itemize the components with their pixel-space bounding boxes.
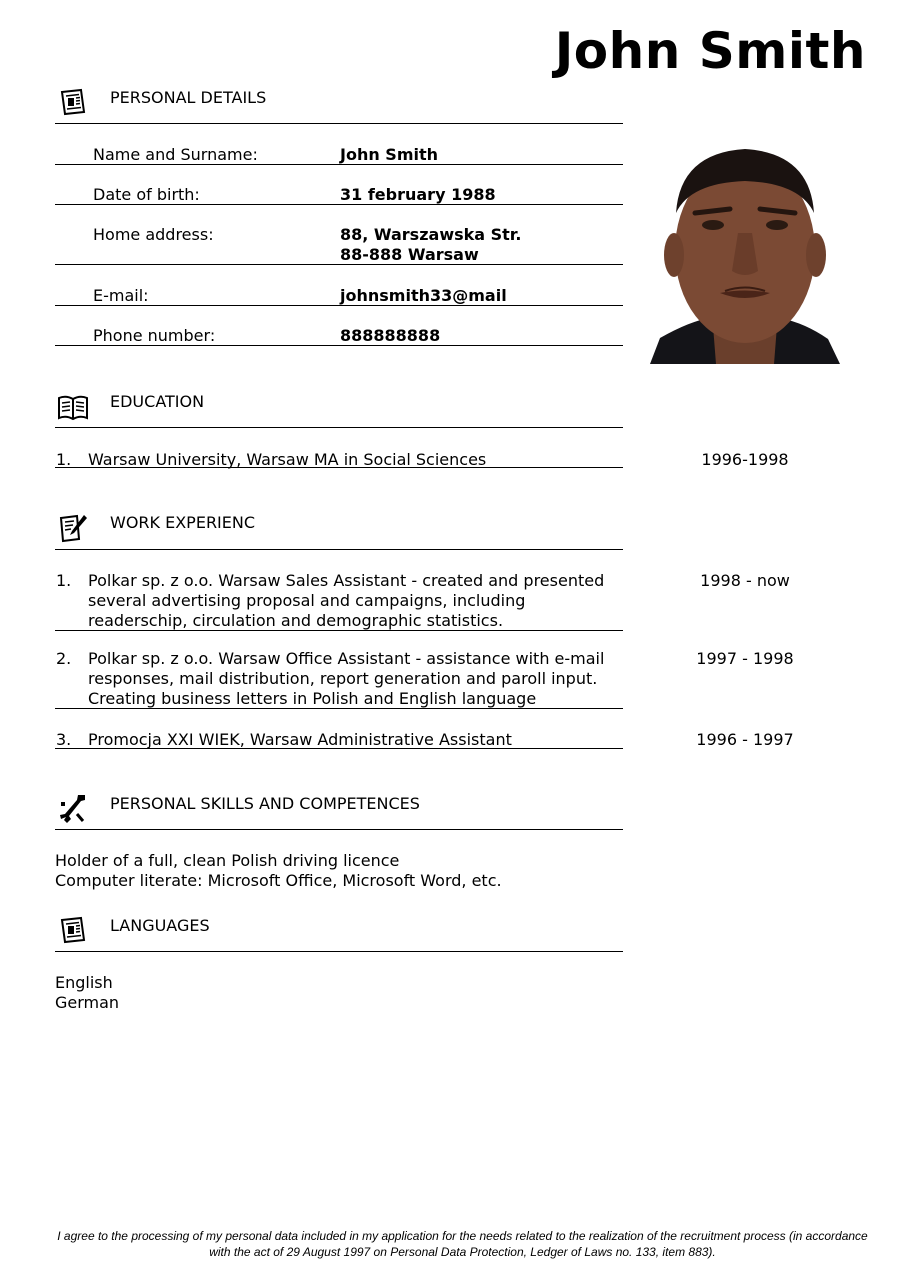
item-number: 3.: [56, 730, 72, 749]
detail-row-email: [55, 286, 623, 306]
skill-line: Computer literate: Microsoft Office, Microsoft Word, etc.: [55, 871, 502, 890]
skills-text: [55, 851, 502, 891]
detail-label: Home address:: [93, 225, 214, 244]
id-card-icon: [57, 914, 89, 946]
candidate-photo: [650, 143, 840, 364]
detail-value: 888888888: [340, 326, 441, 345]
address-line-2: 88-888 Warsaw: [340, 245, 479, 264]
address-line-1: 88, Warszawska Str.: [340, 225, 522, 244]
item-text: Polkar sp. z o.o. Warsaw Office Assistant - assistance with e-mail responses, mail distribution, report generation and paroll input. Creating business letters in Polish and English language: [88, 649, 605, 708]
id-card-icon: [57, 86, 89, 118]
detail-value: johnsmith33@mail: [340, 286, 507, 305]
tools-icon: [57, 792, 89, 824]
detail-label: Date of birth:: [93, 185, 200, 204]
section-title: PERSONAL DETAILS: [110, 88, 267, 107]
item-period: 1996 - 1997: [696, 730, 794, 749]
section-title: LANGUAGES: [110, 916, 210, 935]
section-title: WORK EXPERIENC: [110, 513, 256, 532]
item-number: 1.: [56, 571, 72, 590]
detail-row-birth: [55, 185, 623, 205]
consent-clause: I agree to the processing of my personal data included in my application for the needs related to the realization of the recruitment process (in accordance with the act of 29 August 1997 on Personal Data Protection, Ledger of Laws no. 133, item 883).: [57, 1229, 868, 1259]
item-text: Polkar sp. z o.o. Warsaw Sales Assistant - created and presented several advertising proposal and campaigns, including readerschip, circulation and demographic statistics.: [88, 571, 605, 630]
item-text: Promocja XXI WIEK, Warsaw Administrative Assistant: [88, 730, 512, 749]
item-period: 1998 - now: [700, 571, 790, 590]
section-title: EDUCATION: [110, 392, 205, 411]
skill-line: Holder of a full, clean Polish driving licence: [55, 851, 400, 870]
section-rule: [55, 549, 623, 550]
detail-row-name: [55, 145, 623, 165]
item-period: 1996-1998: [701, 450, 789, 469]
work-item: [55, 730, 623, 749]
detail-value: [340, 225, 521, 265]
item-number: 2.: [56, 649, 72, 668]
section-rule: [55, 829, 623, 830]
detail-row-address: [55, 225, 623, 265]
detail-row-phone: [55, 326, 623, 346]
work-item: [55, 571, 623, 631]
item-text: Warsaw University, Warsaw MA in Social Sciences: [88, 450, 487, 469]
work-item: [55, 649, 623, 709]
language-item: German: [55, 993, 120, 1012]
section-rule: [55, 951, 623, 952]
open-book-icon: [57, 390, 89, 422]
education-item: [55, 450, 623, 468]
detail-value: 31 february 1988: [340, 185, 496, 204]
section-rule: [55, 123, 623, 124]
section-title: PERSONAL SKILLS AND COMPETENCES: [110, 794, 420, 813]
detail-value: John Smith: [340, 145, 439, 164]
detail-label: Phone number:: [93, 326, 216, 345]
languages-list: [55, 973, 119, 1013]
detail-label: Name and Surname:: [93, 145, 258, 164]
notepad-pencil-icon: [57, 511, 89, 543]
language-item: English: [55, 973, 113, 992]
section-rule: [55, 427, 623, 428]
candidate-name-title: John Smith: [554, 22, 866, 80]
item-number: 1.: [56, 450, 72, 469]
item-period: 1997 - 1998: [696, 649, 794, 668]
detail-label: E-mail:: [93, 286, 149, 305]
